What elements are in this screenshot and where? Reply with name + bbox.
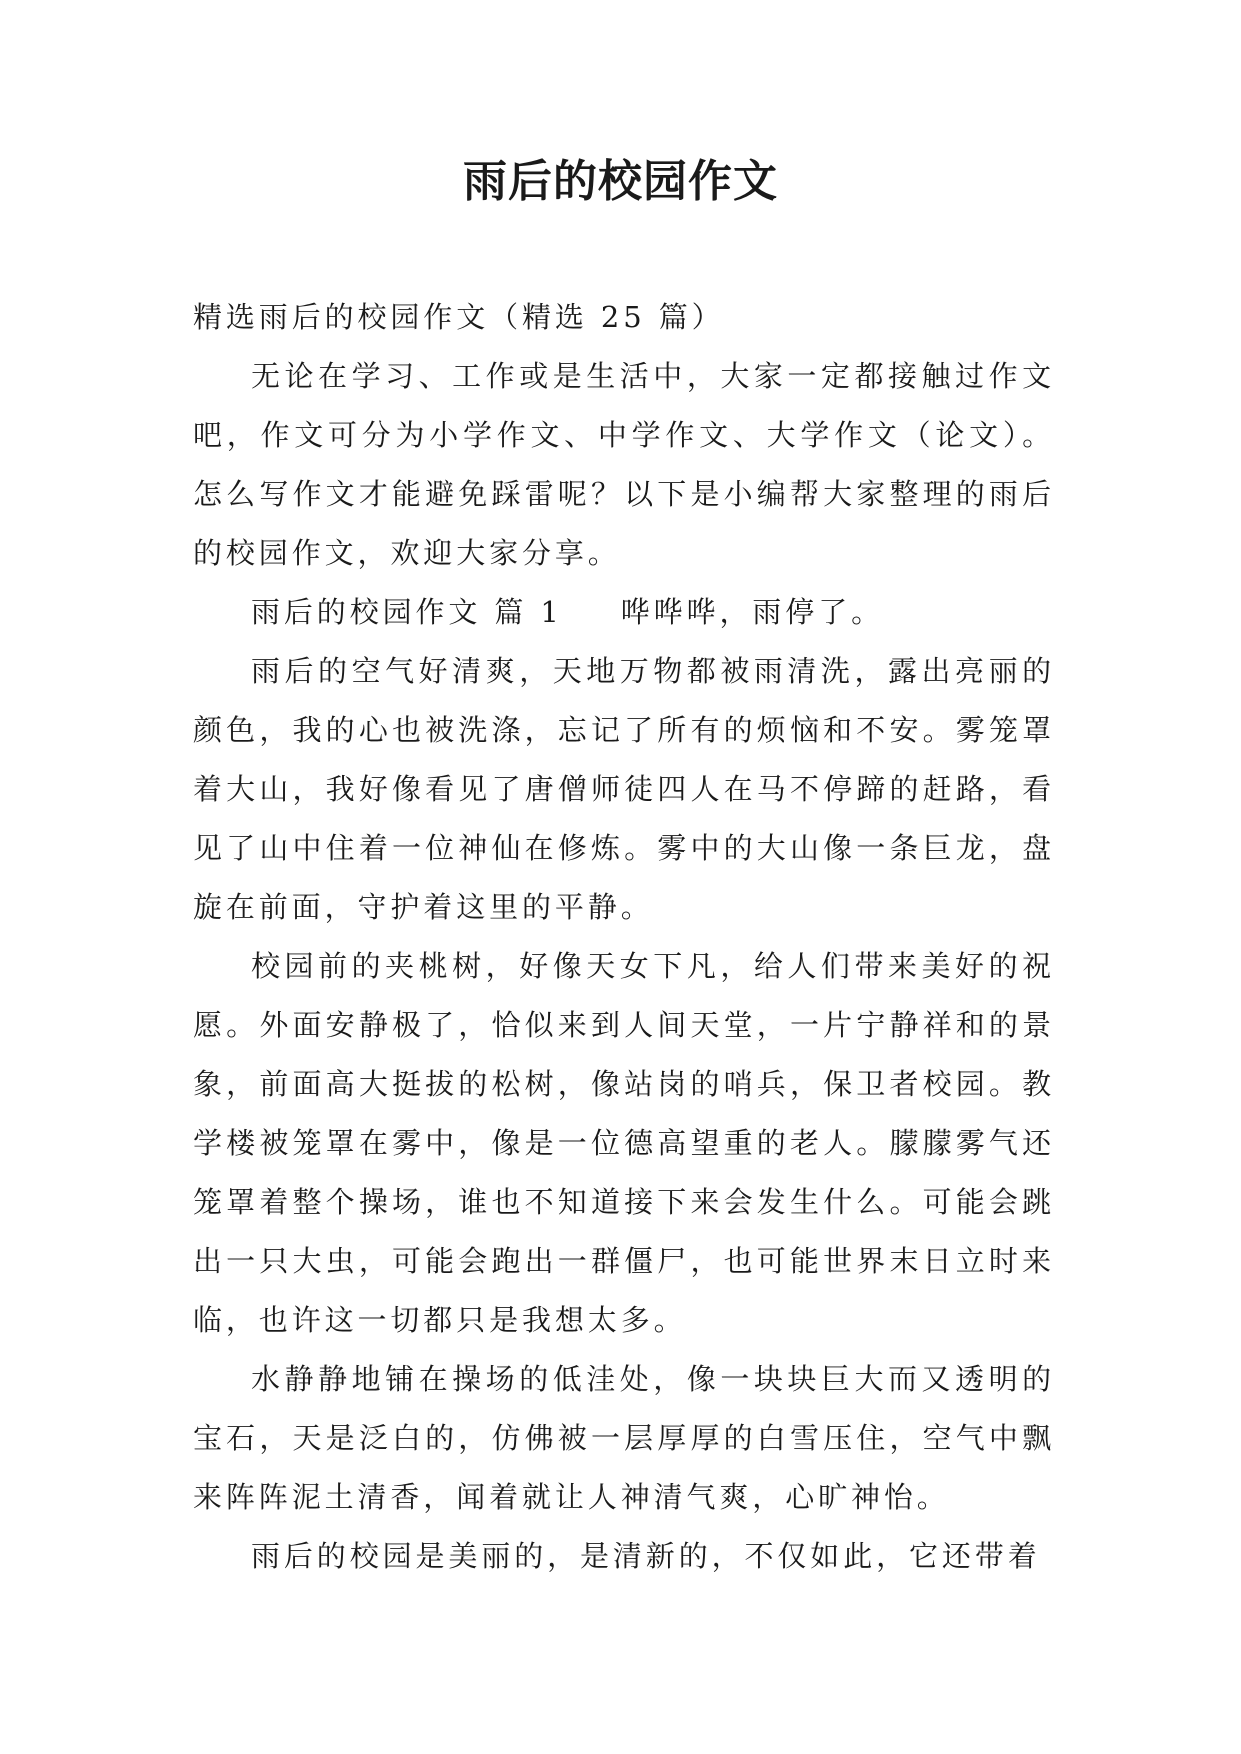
intro-paragraph: 无论在学习、工作或是生活中，大家一定都接触过作文吧，作文可分为小学作文、中学作文、大学作文（论文）。怎么写作文才能避免踩雷呢？以下是小编帮大家整理的雨后的校园作文，欢迎大家分享。 bbox=[193, 359, 1055, 570]
document-subtitle: 精选雨后的校园作文（精选 25 篇） bbox=[193, 300, 725, 334]
body-paragraph: 水静静地铺在操场的低洼处，像一块块巨大而又透明的宝石，天是泛白的，仿佛被一层厚厚的白雪压住，空气中飘来阵阵泥土清香，闻着就让人神清气爽，心旷神怡。 bbox=[193, 1362, 1055, 1514]
body-paragraph: 校园前的夹桃树，好像天女下凡，给人们带来美好的祝愿。外面安静极了，恰似来到人间天堂，一片宁静祥和的景象，前面高大挺拔的松树，像站岗的哨兵，保卫者校园。教学楼被笼罩在雾中，像是一位德高望重的老人。朦朦雾气还笼罩着整个操场，谁也不知道接下来会发生什么。可能会跳出一只大虫，可能会跑出一群僵尸，也可能世界末日立时来临，也许这一切都只是我想太多。 bbox=[193, 949, 1055, 1337]
document-body bbox=[193, 288, 1055, 1586]
section-opening: 哗哗哗，雨停了。 bbox=[620, 595, 884, 629]
section-heading-line bbox=[193, 583, 1055, 642]
body-paragraph: 雨后的空气好清爽，天地万物都被雨清洗，露出亮丽的颜色，我的心也被洗涤，忘记了所有的烦恼和不安。雾笼罩着大山，我好像看见了唐僧师徒四人在马不停蹄的赶路，看见了山中住着一位神仙在修炼。雾中的大山像一条巨龙，盘旋在前面，守护着这里的平静。 bbox=[193, 654, 1055, 924]
document-title: 雨后的校园作文 bbox=[463, 156, 778, 207]
body-paragraph: 雨后的校园是美丽的，是清新的，不仅如此，它还带着 bbox=[251, 1539, 1041, 1573]
section-heading: 雨后的校园作文 篇 1 bbox=[251, 595, 563, 629]
